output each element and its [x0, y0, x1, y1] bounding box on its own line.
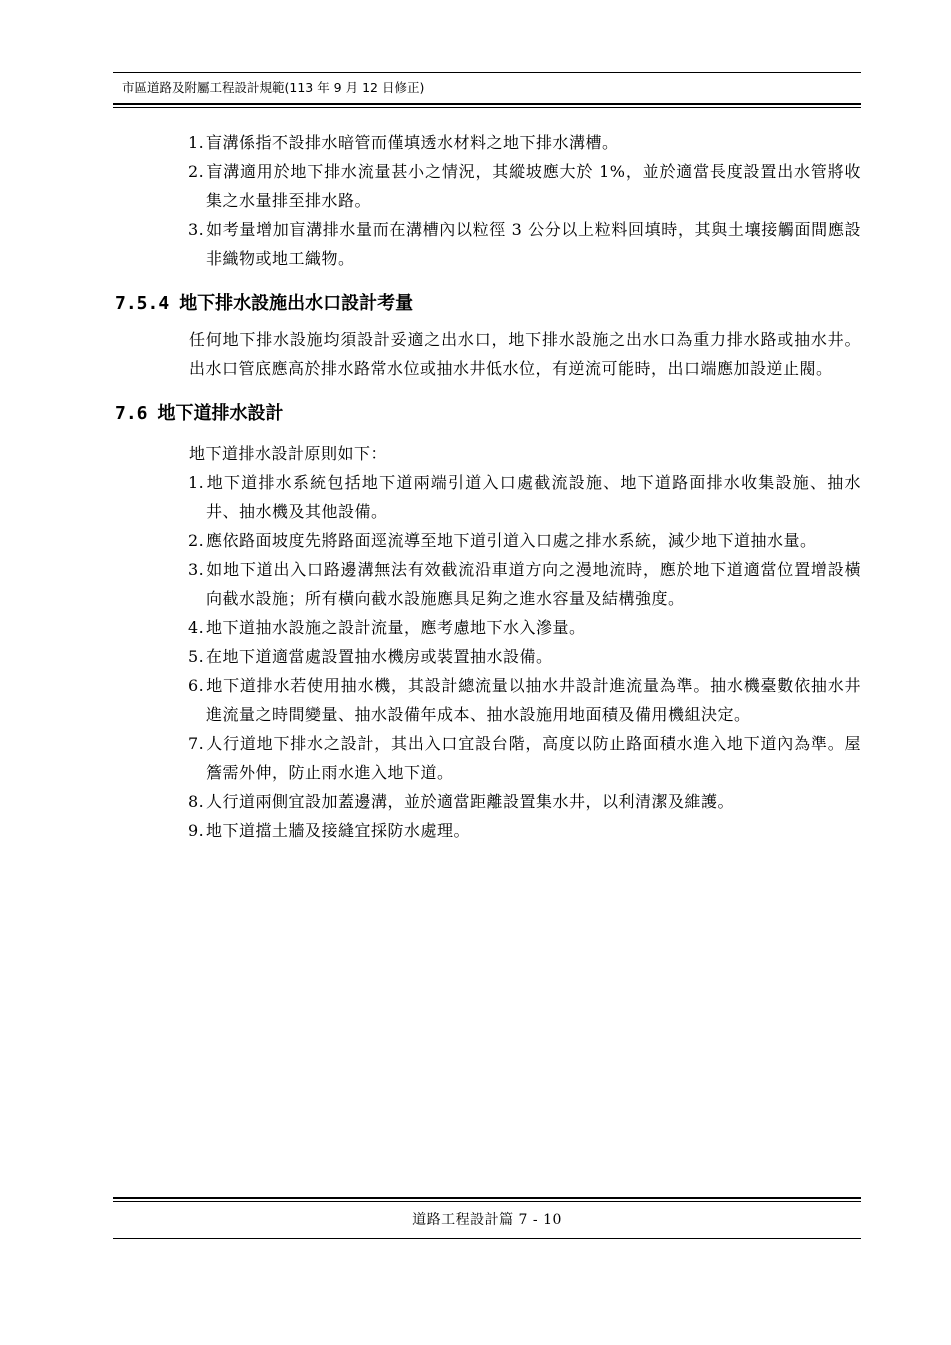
- list-item-number: 9.: [188, 821, 205, 840]
- list-item-text: 地下道抽水設施之設計流量，應考慮地下水入滲量。: [206, 618, 586, 637]
- list-item: [113, 642, 861, 671]
- header-title: 市區道路及附屬工程設計規範(113 年 9 月 12 日修正): [122, 80, 425, 95]
- list-item-text: 地下道排水系統包括地下道兩端引道入口處截流設施、地下道路面排水收集設施、抽水井、抽水機及其他設備。: [206, 473, 861, 521]
- list-item-number: 1.: [188, 473, 205, 492]
- list-item-number: 2.: [188, 162, 205, 181]
- list-item: [113, 729, 861, 787]
- section-heading-7-5-4: [113, 289, 861, 315]
- list-item: [113, 555, 861, 613]
- page-body: [113, 128, 861, 845]
- list-item: [113, 613, 861, 642]
- list-item-number: 1.: [188, 133, 205, 152]
- list-item: [113, 787, 861, 816]
- section-title: 地下道排水設計: [157, 403, 284, 424]
- list-item-number: 6.: [188, 676, 205, 695]
- list-item-text: 盲溝係指不設排水暗管而僅填透水材料之地下排水溝槽。: [206, 133, 619, 152]
- footer-rule-bottom: [113, 1238, 861, 1239]
- blind-ditch-list: [113, 128, 861, 273]
- list-item: [113, 671, 861, 729]
- list-item-number: 5.: [188, 647, 205, 666]
- page-header: [113, 72, 861, 108]
- list-item-text: 應依路面坡度先將路面逕流導至地下道引道入口處之排水系統，減少地下道抽水量。: [206, 531, 817, 550]
- header-rule-bottom: [113, 103, 861, 108]
- list-item-number: 4.: [188, 618, 205, 637]
- list-item-text: 如地下道出入口路邊溝無法有效截流沿車道方向之漫地流時，應於地下道適當位置增設橫向截水設施；所有橫向截水設施應具足夠之進水容量及結構強度。: [206, 560, 861, 608]
- list-item-text: 在地下道適當處設置抽水機房或裝置抽水設備。: [206, 647, 553, 666]
- list-item-text: 人行道地下排水之設計，其出入口宜設台階，高度以防止路面積水進入地下道內為準。屋簷需外伸，防止雨水進入地下道。: [206, 734, 861, 782]
- list-item-text: 如考量增加盲溝排水量而在溝槽內以粒徑 3 公分以上粒料回填時，其與土壤接觸面間應設非織物或地工織物。: [206, 220, 861, 268]
- list-item-number: 3.: [188, 220, 205, 239]
- page-footer: [113, 1197, 861, 1239]
- list-item-text: 盲溝適用於地下排水流量甚小之情況，其縱坡應大於 1%，並於適當長度設置出水管將收集之水量排至排水路。: [206, 162, 861, 210]
- underpass-drainage-list: [113, 468, 861, 845]
- section-number: 7.6: [115, 403, 148, 424]
- section-title: 地下排水設施出水口設計考量: [179, 293, 414, 314]
- list-item-number: 3.: [188, 560, 205, 579]
- list-item-text: 人行道兩側宜設加蓋邊溝，並於適當距離設置集水井，以利清潔及維護。: [206, 792, 735, 811]
- list-item: [113, 215, 861, 273]
- list-item-text: 地下道擋土牆及接縫宜採防水處理。: [206, 821, 471, 840]
- list-item-number: 2.: [188, 531, 205, 550]
- list-item: [113, 816, 861, 845]
- list-item: [113, 128, 861, 157]
- section-number: 7.5.4: [115, 293, 170, 314]
- section-intro: 地下道排水設計原則如下：: [189, 444, 388, 463]
- section-heading-7-6: [113, 399, 861, 425]
- list-item-text: 地下道排水若使用抽水機，其設計總流量以抽水井設計進流量為準。抽水機臺數依抽水井進流量之時間變量、抽水設備年成本、抽水設施用地面積及備用機組決定。: [206, 676, 861, 724]
- page-number: 道路工程設計篇 7 - 10: [412, 1212, 562, 1228]
- list-item: [113, 526, 861, 555]
- list-item: [113, 468, 861, 526]
- section-paragraph: 任何地下排水設施均須設計妥適之出水口，地下排水設施之出水口為重力排水路或抽水井。出水口管底應高於排水路常水位或抽水井低水位，有逆流可能時，出口端應加設逆止閥。: [189, 330, 861, 378]
- list-item-number: 8.: [188, 792, 205, 811]
- list-item: [113, 157, 861, 215]
- list-item-number: 7.: [188, 734, 205, 753]
